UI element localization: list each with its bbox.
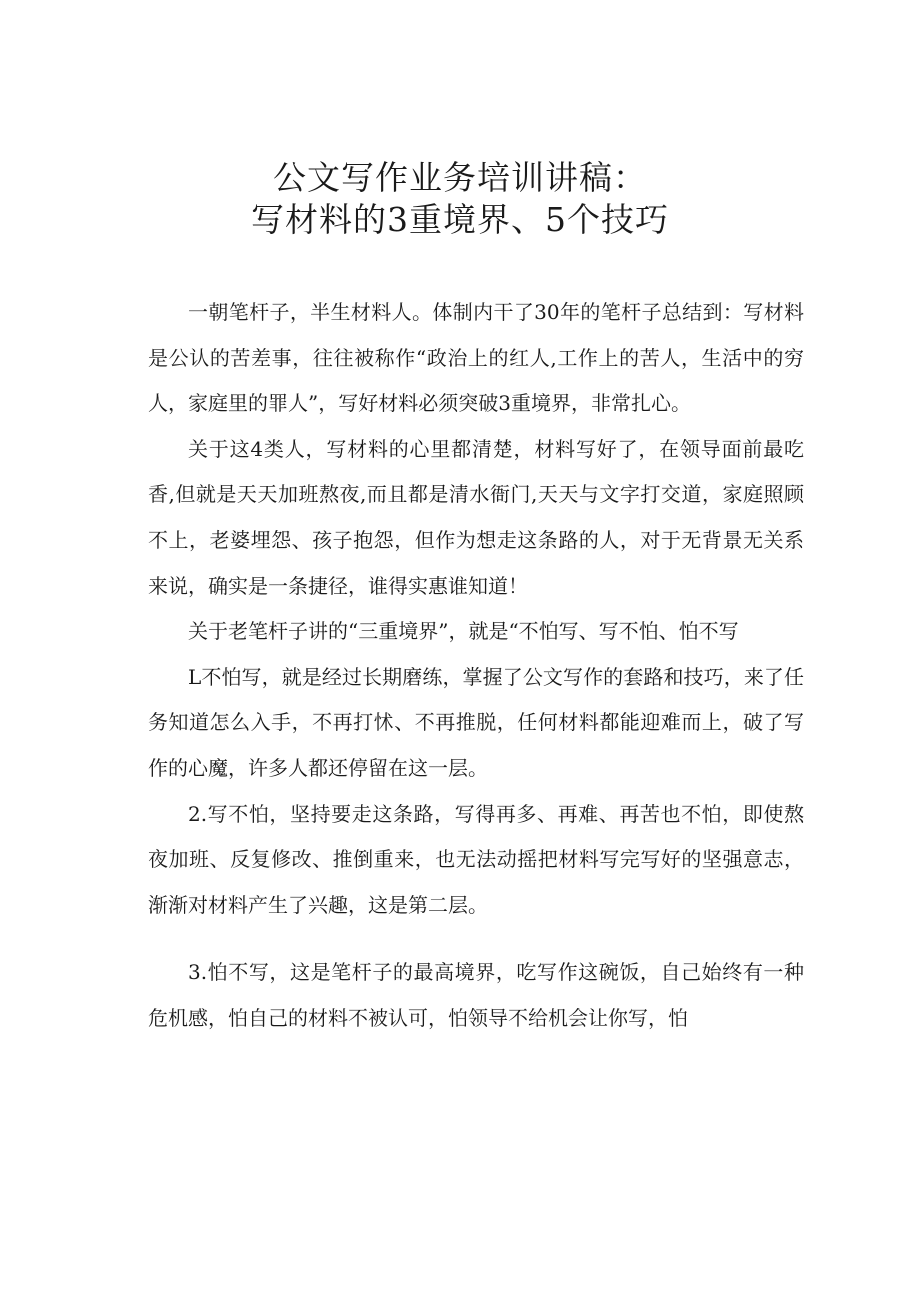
paragraph-level-2: 2.写不怕，坚持要走这条路，写得再多、再难、再苦也不怕，即使熬夜加班、反复修改、推倒重来，也无法动摇把材料写完写好的坚强意志，渐渐对材料产生了兴趣，这是第二层。 [148,801,804,917]
paragraph-three-levels: 关于老笔杆子讲的“三重境界”，就是“不怕写、写不怕、怕不写 [188,619,739,644]
document-title-line-2: 写材料的3重境界、5个技巧 [251,200,669,239]
document-title-line-1: 公文写作业务培训讲稿： [273,158,647,197]
paragraph-level-3: 3.怕不写，这是笔杆子的最高境界，吃写作这碗饭，自己始终有一种危机感，怕自己的材料不被认可，怕领导不给机会让你写，怕 [148,960,804,1030]
paragraph-four-types: 关于这4类人，写材料的心里都清楚，材料写好了，在领导面前最吃香,但就是天天加班熬夜,而且都是清水衙门,天天与文字打交道，家庭照顾不上，老婆埋怨、孩子抱怨，但作为想走这条路的人，对于无背景无关系来说，确实是一条捷径，谁得实惠谁知道！ [148,436,804,598]
paragraph-level-1: L不怕写，就是经过长期磨练，掌握了公文写作的套路和技巧，来了任务知道怎么入手，不再打怵、不再推脱，任何材料都能迎难而上，破了写作的心魔，许多人都还停留在这一层。 [148,664,804,780]
paragraph-intro: 一朝笔杆子，半生材料人。体制内干了30年的笔杆子总结到：写材料是公认的苦差事，往往被称作“政治上的红人,工作上的苦人，生活中的穷人，家庭里的罪人”，写好材料必须突破3重境界，非常扎心。 [148,300,804,416]
document-body [148,290,804,1042]
